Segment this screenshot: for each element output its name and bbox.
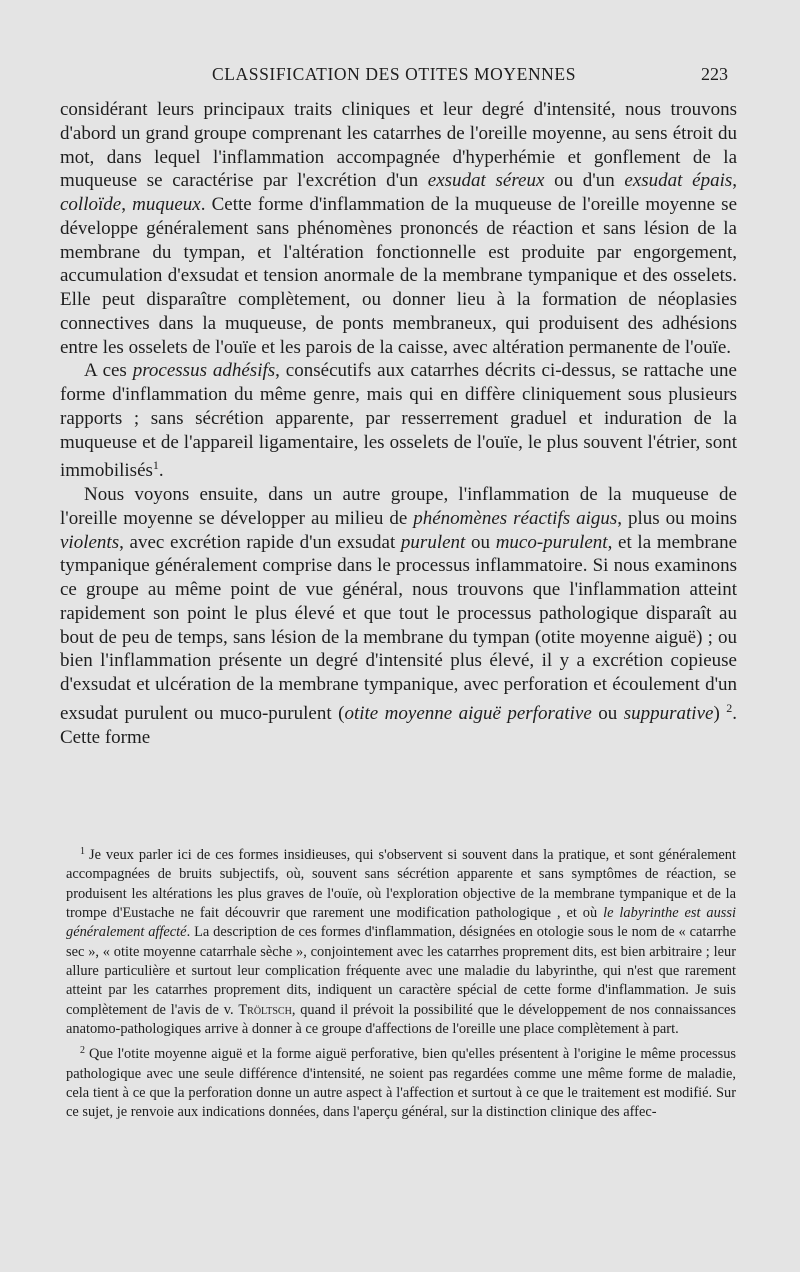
italic-run: violents bbox=[60, 531, 120, 553]
footnote-ref-2[interactable]: 2 bbox=[726, 700, 733, 715]
text-run: , plus ou moins bbox=[617, 507, 738, 529]
text-run: ou bbox=[465, 531, 496, 553]
text-run: , et la membrane tympanique généralement comprise dans le processus inflammatoire. Si nous examinons ce groupe au même point de vue général, nous trouvons que l'inflammation atteint rapidement son point le plus élevé et que tout le processus pathologique disparaît au bout de peu de temps, sans lésion de la membrane du tympan (otite moyenne aiguë) ; ou bien l'inflammation présente un degré d'intensité plus élevé, il y a excrétion copieuse d'exsudat et ulcération de la membrane tympanique, avec perforation et écoulement d'un exsudat purulent ou muco-purulent ( bbox=[60, 531, 738, 724]
text-run: considérant leurs principaux traits cliniques et leur degré d'intensité, nous trouvons d'abord un grand groupe comprenant les catarrhes de l'oreille moyenne, au sens étroit du mot, dans lequel l'inflammation accompagnée d'hyperhémie et gonflement de la muqueuse se caractérise par l'excrétion d'un bbox=[60, 99, 737, 192]
italic-run: le labyrinthe est aussi généralement affecté bbox=[66, 905, 737, 941]
paragraph-1 bbox=[60, 98, 737, 359]
italic-run: colloïde bbox=[60, 194, 122, 215]
page-number: 223 bbox=[701, 64, 728, 84]
running-head: CLASSIFICATION DES OTITES MOYENNES bbox=[211, 64, 577, 84]
text-run: . Cette forme d'inflammation de la muqueuse de l'oreille moyenne se développe généralement sans phénomènes prononcés de réaction et sans lésion de la membrane du tympan, et l'altération fonctionnelle est produite par engorgement, accumulation d'exsudat et tension anormale de la membrane tympanique et des osselets. Elle peut disparaître complètement, ou donner lieu à la formation de néoplasies connectives dans la muqueuse, de ponts membraneux, qui produisent des adhésions entre les osselets de l'ouïe et les parois de la caisse, avec altération permanente de l'ouïe. bbox=[60, 194, 738, 358]
text-run: , bbox=[121, 194, 133, 215]
italic-run: otite moyenne aiguë perforative bbox=[344, 702, 592, 724]
footnotes bbox=[66, 842, 736, 1125]
italic-run: phénomènes réactifs aigus bbox=[413, 507, 618, 529]
italic-run: processus adhésifs bbox=[132, 360, 276, 382]
paragraph-3 bbox=[60, 483, 737, 749]
text-run: . bbox=[158, 460, 164, 482]
italic-run: exsudat épais bbox=[624, 170, 733, 192]
italic-run: suppurative bbox=[623, 702, 714, 724]
text-run: Que l'otite moyenne aiguë et la forme aiguë perforative, bien qu'elles présentent à l'origine le même processus pathologique avec une seule différence d'intensité, ne soient pas regardées comme une même forme de maladie, cela tient à ce que la perforation donne un autre aspect à l'affection et surtout à ce que le traitement est modifié. Sur ce sujet, je renvoie aux indications données, dans l'aperçu général, sur la distinction clinique des affec- bbox=[66, 1046, 736, 1121]
text-run: Je veux parler ici de ces formes insidieuses, qui s'observent si souvent dans la pratique, et sont généralement accompagnées de bruits subjectifs, où, souvent sans sécrétion apparente et sans symptômes de réaction, se produisent les altérations les plus graves de l'ouïe, où l'exploration objective de la membrane tympanique et de la trompe d'Eustache ne fait découvrir que rarement une modification pathologique , et où bbox=[66, 847, 736, 922]
author-name: Tröltsch bbox=[238, 1001, 292, 1018]
text-run: ou d'un bbox=[544, 170, 625, 192]
italic-run: muco-purulent bbox=[495, 531, 608, 553]
paragraph-2 bbox=[60, 359, 737, 483]
text-run: , bbox=[732, 170, 738, 192]
italic-run: muqueux bbox=[132, 194, 201, 215]
text-run: , consécutifs aux catarrhes décrits ci-dessus, se rattache une forme d'inflammation du même genre, mais qui en diffère cliniquement sous plusieurs rapports ; sans sécrétion apparente, par resserrement graduel et induration de la muqueuse et de l'appareil ligamentaire, les osselets de l'ouïe, le plus souvent l'étrier, sont immobilisés bbox=[60, 360, 737, 482]
text-run: . Cette forme bbox=[60, 702, 738, 748]
text-run: ) bbox=[713, 702, 727, 724]
footnote-marker: 2 bbox=[80, 1045, 85, 1057]
page-header bbox=[60, 62, 728, 88]
italic-run: exsudat séreux bbox=[427, 170, 545, 192]
main-text bbox=[60, 98, 737, 749]
text-run: ou bbox=[591, 702, 624, 724]
italic-run: purulent bbox=[400, 531, 466, 553]
footnote-marker: 1 bbox=[80, 846, 85, 857]
footnote-1 bbox=[66, 842, 736, 1039]
text-run: . La description de ces formes d'inflammation, désignées en otologie sous le nom de « catarrhe sec », « otite moyenne catarrhale sèche », conjointement avec les catarrhes proprement dits, est bien arbitraire ; leur allure particulière et surtout leur complication fréquente avec une maladie du labyrinthe, qui n'est que rarement atteint par les catarrhes proprement dits, indiquent un caractère spécial de cette forme d'inflammation. Je suis complètement de l'avis de v. bbox=[66, 924, 736, 1018]
text-run: , avec excrétion rapide d'un exsudat bbox=[119, 531, 401, 553]
text-run: , quand il prévoit la possibilité que le développement de nos connaissances anatomo-pathologiques arrive à donner à ce groupe d'affections de l'oreille une place complètement à part. bbox=[66, 1001, 736, 1038]
footnote-ref-1[interactable]: 1 bbox=[152, 458, 159, 473]
footnote-2 bbox=[66, 1041, 736, 1122]
text-run: Nous voyons ensuite, dans un autre groupe, l'inflammation de la muqueuse de l'oreille moyenne se développer au milieu de bbox=[60, 484, 737, 529]
text-run: A ces bbox=[84, 360, 133, 382]
